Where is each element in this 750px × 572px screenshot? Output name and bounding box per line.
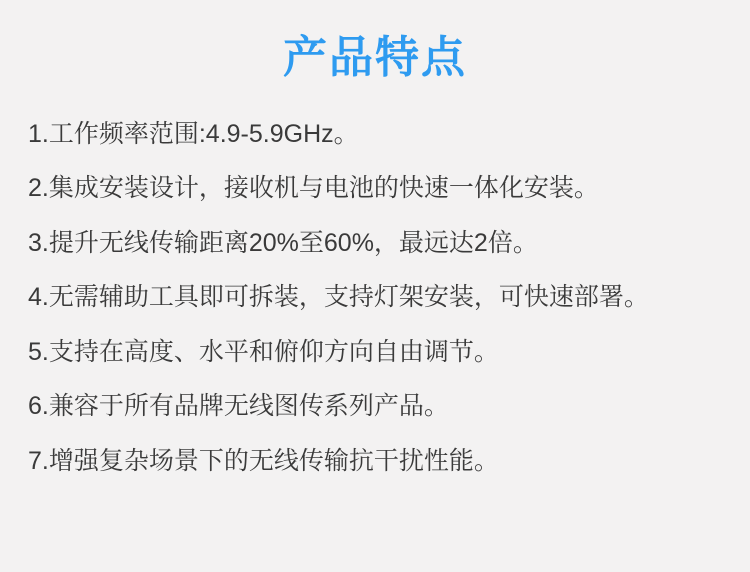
list-item: 2.集成安装设计，接收机与电池的快速一体化安装。	[28, 174, 599, 203]
list-item: 5.支持在高度、水平和俯仰方向自由调节。	[28, 337, 499, 366]
list-item: 6.兼容于所有品牌无线图传系列产品。	[28, 392, 449, 421]
feature-list	[18, 117, 732, 480]
list-item: 3.提升无线传输距离20%至60%，最远达2倍。	[28, 228, 538, 257]
list-item: 4.无需辅助工具即可拆装，支持灯架安装，可快速部署。	[28, 283, 649, 312]
list-item: 7.增强复杂场景下的无线传输抗干扰性能。	[28, 446, 499, 475]
page-title: 产品特点	[283, 33, 467, 82]
list-item: 1.工作频率范围:4.9-5.9GHz。	[28, 119, 359, 148]
